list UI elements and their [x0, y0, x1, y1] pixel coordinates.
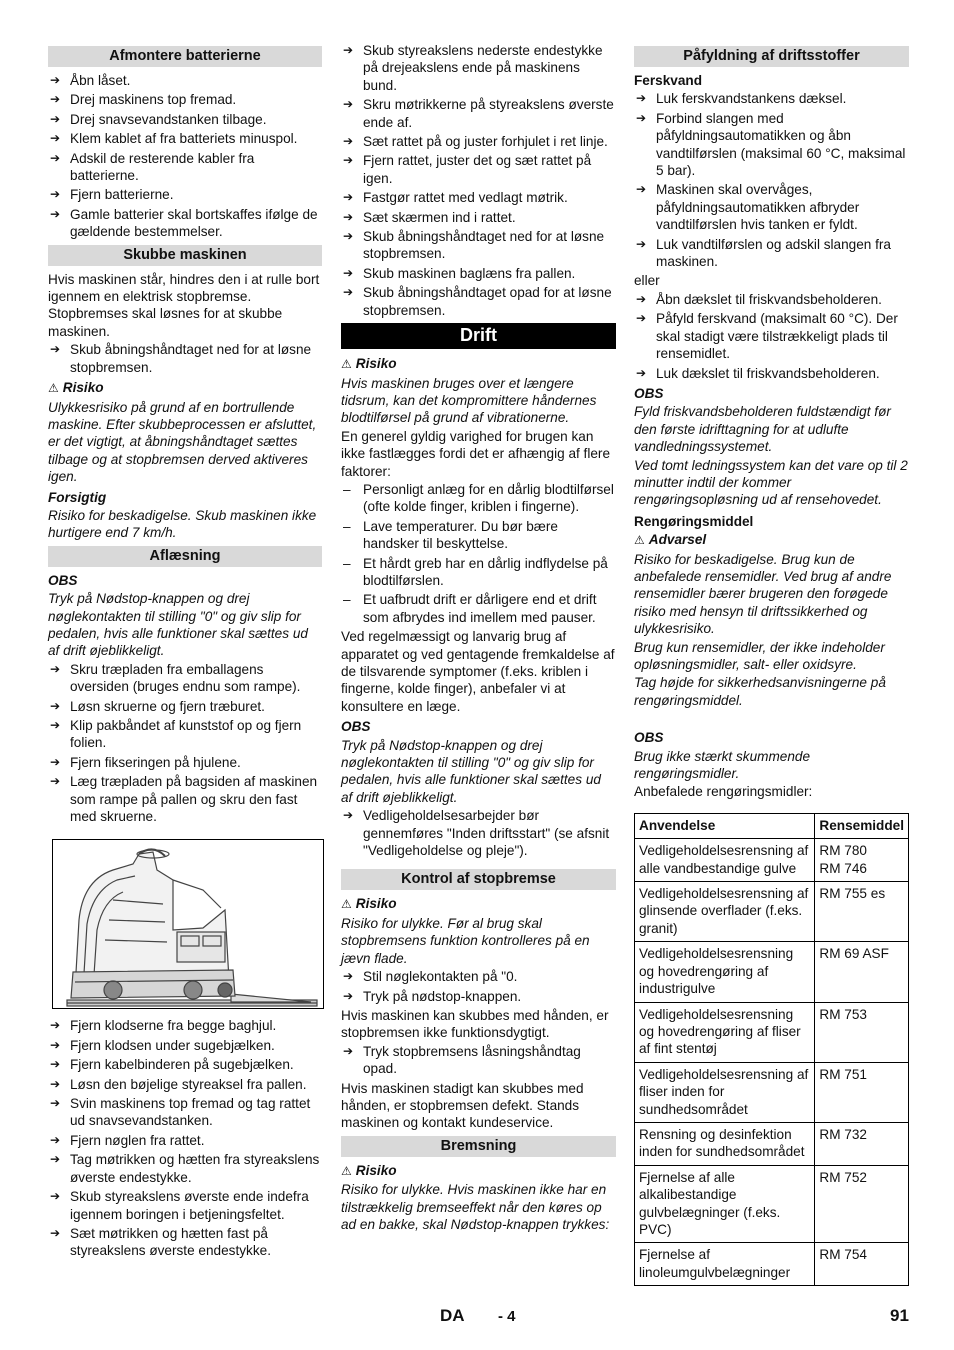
- table-cell: Vedligeholdelsesrensning af alle vandbestandige gulve: [635, 839, 815, 882]
- table-row: [635, 882, 909, 942]
- list-item: ➔ Sæt rattet på og juster forhjulet i ret linje.: [341, 133, 616, 150]
- list-item: ➔ Vedligeholdelsesarbejder bør gennemføres "Inden driftsstart" (se afsnit "Vedligeholdelse og pleje").: [341, 807, 616, 859]
- forsigtig-label: Forsigtig: [48, 489, 107, 505]
- list-item: ➔ Fjern klodserne fra begge baghjul.: [48, 1017, 322, 1034]
- obs-label: OBS: [634, 385, 664, 401]
- section-heading-afmontere: Afmontere batterierne: [48, 46, 322, 67]
- paragraph: eller: [634, 273, 660, 289]
- list-item: ➔ Tryk på nødstop-knappen.: [341, 988, 616, 1005]
- list-item: ➔ Skub styreakslens nederste endestykke på drejeakslens ende på maskinens bund.: [341, 42, 616, 94]
- list-item: ➔ Skru møtrikkerne på styreakslens øverste ende af.: [341, 96, 616, 131]
- list-kontrol-2: [341, 1043, 616, 1078]
- column-3: [634, 42, 909, 1286]
- footer-language: DA: [440, 1306, 465, 1325]
- machine-drawing-icon: [53, 840, 323, 1008]
- list-item: ➔ Skub åbningshåndtaget ned for at løsne stopbremsen.: [341, 228, 616, 263]
- risiko-label: ⚠ Risiko: [48, 380, 104, 396]
- table-cell: RM 751: [815, 1062, 909, 1122]
- list-item: ➔ Skub åbningshåndtaget opad for at løsne stopbremsen.: [341, 284, 616, 319]
- list-item: ➔ Skub maskinen baglæns fra pallen.: [341, 265, 616, 282]
- table-cell: Fjernelse af alle alkalibestandige gulvbelægninger (f.eks. PVC): [635, 1165, 815, 1243]
- obs-text: Fyld friskvandsbeholderen fuldstændigt før den første idrifttagning for at udlufte vandledningssystemet.: [634, 404, 891, 455]
- list-ferskvand-2: [634, 291, 909, 382]
- column-1: [48, 42, 322, 1262]
- list-item: ➔ Sæt skærmen ind i rattet.: [341, 209, 616, 226]
- section-heading-pafyldning: Påfyldning af driftsstoffer: [634, 46, 909, 67]
- table-cell: RM 753: [815, 1002, 909, 1062]
- advarsel-text: Risiko for beskadigelse. Brug kun de anbefalede rensemidler. Ved brug af andre rensemidler bærer brugeren den forøgede risiko med hensyn til driftssikkerhed og ulykkesrisiko.: [634, 551, 892, 637]
- table-cell: RM 755 es: [815, 882, 909, 942]
- list-top: [341, 42, 616, 319]
- paragraph: Anbefalede rengøringsmidler:: [634, 784, 813, 800]
- section-heading-aflaesning: Aflæsning: [48, 546, 322, 567]
- list-item: ➔ Tryk stopbremsens låsningshåndtag opad.: [341, 1043, 616, 1078]
- list-item: ➔ Skru træpladen fra emballagens oversiden (bruges endnu som rampe).: [48, 661, 322, 696]
- paragraph: Hvis maskinen står, hindres den i at rulle bort igennem en elektrisk stopbremse. Stopbremses skal løsnes for at skubbe maskinen.: [48, 271, 320, 339]
- obs-text: Tryk på Nødstop-knappen og drej nøglekontakten til stilling "0" og giv slip for pedalen, hvis alle funktioner skal sættes ud af drift øjeblikkeligt.: [341, 737, 601, 805]
- section-heading-bremsning: Bremsning: [341, 1136, 616, 1157]
- risiko-text: Risiko for ulykke. Før al brug skal stopbremsens funktion kontrolleres på en jævn flade.: [341, 915, 590, 966]
- table-cell: Vedligeholdelsesrensning og hovedrengøring af fliser af fint stentøj: [635, 1002, 815, 1062]
- table-header: Anvendelse: [635, 813, 815, 838]
- list-aflaesning-2: [48, 1017, 322, 1259]
- list-item: ➔ Skub styreakslens øverste ende indefra igennem boringen i betjeningsfeltet.: [48, 1188, 322, 1223]
- list-item: ➔ Fjern kabelbinderen på sugebjælken.: [48, 1056, 322, 1073]
- list-item: ➔ Luk vandtilførslen og adskil slangen fra maskinen.: [634, 236, 909, 271]
- table-header-row: [635, 813, 909, 838]
- list-item: ➔ Forbind slangen med påfyldningsautomatikken og åbn vandtilførslen (maksimal 60 °C, maksimal 5 bar).: [634, 110, 909, 180]
- warning-icon: ⚠: [634, 533, 645, 548]
- footer-local-page: - 4: [498, 1308, 516, 1325]
- list-item: ➔ Svin maskinens top fremad og tag rattet ud snavsevandstanken.: [48, 1095, 322, 1130]
- list-item: ➔ Fjern nøglen fra rattet.: [48, 1132, 322, 1149]
- warning-icon: ⚠: [48, 381, 59, 396]
- dash-list: [341, 481, 616, 626]
- advarsel-text: Tag højde for sikkerhedsanvisningerne på rengøringsmiddel.: [634, 675, 886, 708]
- obs-label: OBS: [48, 572, 78, 588]
- list-skubbe: [48, 341, 322, 376]
- section-heading-kontrol: Kontrol af stopbremse: [341, 869, 616, 890]
- list-item: ➔ Stil nøglekontakten på "0.: [341, 968, 616, 985]
- paragraph: Hvis maskinen kan skubbes med hånden, er stopbremsen ikke funktionsdygtigt.: [341, 1007, 609, 1041]
- risiko-label: ⚠ Risiko: [341, 1162, 397, 1178]
- section-heading-skubbe: Skubbe maskinen: [48, 245, 322, 266]
- list-item: – Personligt anlæg for en dårlig blodtilførsel (ofte kolde finger, kriblen i fingerne).: [341, 481, 616, 516]
- list-ferskvand: [634, 90, 909, 270]
- table-row: [635, 1243, 909, 1286]
- list-item: – Lave temperaturer. Du bør bære handsker til beskyttelse.: [341, 518, 616, 553]
- list-item: ➔ Fastgør rattet med vedlagt møtrik.: [341, 189, 616, 206]
- list-item: ➔ Påfyld ferskvand (maksimalt 60 °C). Der skal stadigt være tilstrækkeligt plads til rensemidlet.: [634, 310, 909, 362]
- table-cell: RM 752: [815, 1165, 909, 1243]
- subheading-rengoring: Rengøringsmiddel: [634, 513, 754, 529]
- warning-icon: ⚠: [341, 1163, 352, 1178]
- list-item: ➔ Åbn låset.: [48, 72, 322, 89]
- list-item: ➔ Fjern fikseringen på hjulene.: [48, 754, 322, 771]
- list-afmontere: [48, 72, 322, 241]
- table-row: [635, 1002, 909, 1062]
- list-item: ➔ Åbn dækslet til friskvandsbeholderen.: [634, 291, 909, 308]
- machine-illustration: [52, 839, 324, 1009]
- table-cell: Vedligeholdelsesrensning af fliser inden for sundhedsområdet: [635, 1062, 815, 1122]
- table-row: [635, 839, 909, 882]
- forsigtig-text: Risiko for beskadigelse. Skub maskinen ikke hurtigere end 7 km/h.: [48, 507, 317, 541]
- table-cell: Fjernelse af linoleumgulvbelægninger: [635, 1243, 815, 1286]
- chapter-heading-drift: Drift: [341, 323, 616, 349]
- list-item: ➔ Skub åbningshåndtaget ned for at løsne stopbremsen.: [48, 341, 322, 376]
- table-cell: Vedligeholdelsesrensning og hovedrengøring af industrigulve: [635, 942, 815, 1002]
- table-cell: RM 69 ASF: [815, 942, 909, 1002]
- warning-icon: ⚠: [341, 357, 352, 372]
- list-item: ➔ Luk ferskvandstankens dæksel.: [634, 90, 909, 107]
- footer-page-number: 91: [890, 1306, 909, 1325]
- obs-text: Tryk på Nødstop-knappen og drej nøglekontakten til stilling "0" og giv slip for pedalen, hvis alle funktioner skal sættes ud af drift øjeblikkeligt.: [48, 591, 308, 659]
- list-item: ➔ Sæt møtrikken og hætten fast på styreakslens øverste endestykke.: [48, 1225, 322, 1260]
- table-row: [635, 942, 909, 1002]
- list-item: ➔ Maskinen skal overvåges, påfyldningsautomatikken afbryder vandtilførslen hvis tanken er fyldt.: [634, 181, 909, 233]
- list-item: ➔ Klem kablet af fra batteriets minuspol.: [48, 130, 322, 147]
- list-drift: [341, 807, 616, 859]
- table-row: [635, 1165, 909, 1243]
- advarsel-text: Brug kun rensemidler, der ikke indeholder opløsningsmidler, salt- eller oxidsyre.: [634, 639, 885, 672]
- list-kontrol: [341, 968, 616, 1005]
- list-item: ➔ Luk dækslet til friskvandsbeholderen.: [634, 365, 909, 382]
- risiko-text: Risiko for ulykke. Hvis maskinen ikke har en tilstrækkelig bremseeffekt når den køres op ad en bakke, skal Nødstop-knappen trykkes:: [341, 1182, 610, 1232]
- subheading-ferskvand: Ferskvand: [634, 73, 703, 88]
- table-cell: RM 754: [815, 1243, 909, 1286]
- list-item: ➔ Løsn den bøjelige styreaksel fra pallen.: [48, 1076, 322, 1093]
- list-item: ➔ Drej maskinens top fremad.: [48, 91, 322, 108]
- list-item: ➔ Løsn skruerne og fjern træburet.: [48, 698, 322, 715]
- list-aflaesning: [48, 661, 322, 826]
- obs-label: OBS: [341, 719, 371, 735]
- paragraph: Ved regelmæssigt og lanvarig brug af apparatet og ved gentagende fremkaldelse af de tilsvarende symptomer (f.eks. kriblen i fingerne, kolde finger), anbefaler vi at konsultere en læge.: [341, 629, 615, 714]
- list-item: ➔ Læg træpladen på bagsiden af maskinen som rampe på pallen og skru den fast med skruerne.: [48, 773, 322, 825]
- risiko-label: ⚠ Risiko: [341, 896, 397, 912]
- cleaning-agent-table: [634, 813, 909, 1286]
- list-item: ➔ Fjern batterierne.: [48, 186, 322, 203]
- table-cell: RM 732: [815, 1122, 909, 1165]
- table-cell: Vedligeholdelsesrensning af glinsende overflader (f.eks. granit): [635, 882, 815, 942]
- table-row: [635, 1122, 909, 1165]
- list-item: ➔ Gamle batterier skal bortskaffes ifølge de gældende bestemmelser.: [48, 206, 322, 241]
- warning-icon: ⚠: [341, 897, 352, 912]
- paragraph: Hvis maskinen stadigt kan skubbes med hånden, er stopbremsen defekt. Stands maskinen og kontakt kundeservice.: [341, 1080, 584, 1131]
- risiko-label: ⚠ Risiko: [341, 356, 397, 372]
- column-2: [341, 42, 616, 1234]
- list-item: ➔ Fjern klodsen under sugebjælken.: [48, 1037, 322, 1054]
- advarsel-label: ⚠ Advarsel: [634, 532, 707, 548]
- table-header: Rensemiddel: [815, 813, 909, 838]
- obs-text: Ved tomt ledningssystem kan det vare op til 2 minutter indtil der kommer rengøringsopløsning ud af rensehovedet.: [634, 457, 908, 508]
- list-item: – Et uafbrudt drift er dårligere end et drift som afbrydes ind imellem med pauser.: [341, 591, 616, 626]
- list-item: ➔ Fjern rattet, juster det og sæt rattet på igen.: [341, 152, 616, 187]
- table-row: [635, 1062, 909, 1122]
- risiko-text: Ulykkesrisiko på grund af en bortrullende maskine. Efter skubbeprocessen er afsluttet, er det vigtigt, at åbningshåndtaget sættes tilbage og at stopbremsen derved aktiveres igen.: [48, 399, 317, 485]
- list-item: ➔ Tag møtrikken og hætten fra styreakslens øverste endestykke.: [48, 1151, 322, 1186]
- paragraph: En generel gyldig varighed for brugen kan ikke fastlægges fordi det er afhængig af flere faktorer:: [341, 428, 611, 479]
- obs-label: OBS: [634, 730, 664, 746]
- obs-text: Brug ikke stærkt skummende rengøringsmidler.: [634, 748, 811, 782]
- list-item: ➔ Klip pakbåndet af kunststof op og fjern folien.: [48, 717, 322, 752]
- list-item: – Et hårdt greb har en dårlig indflydelse på blodtilførslen.: [341, 555, 616, 590]
- list-item: ➔ Drej snavsevandstanken tilbage.: [48, 111, 322, 128]
- table-cell: Rensning og desinfektion inden for sundhedsområdet: [635, 1122, 815, 1165]
- risiko-text: Hvis maskinen bruges over et længere tidsrum, kan det kompromittere håndernes blodtilførsel på grund af vibrationerne.: [341, 375, 597, 426]
- list-item: ➔ Adskil de resterende kabler fra batterierne.: [48, 150, 322, 185]
- table-cell: RM 780 RM 746: [815, 839, 909, 882]
